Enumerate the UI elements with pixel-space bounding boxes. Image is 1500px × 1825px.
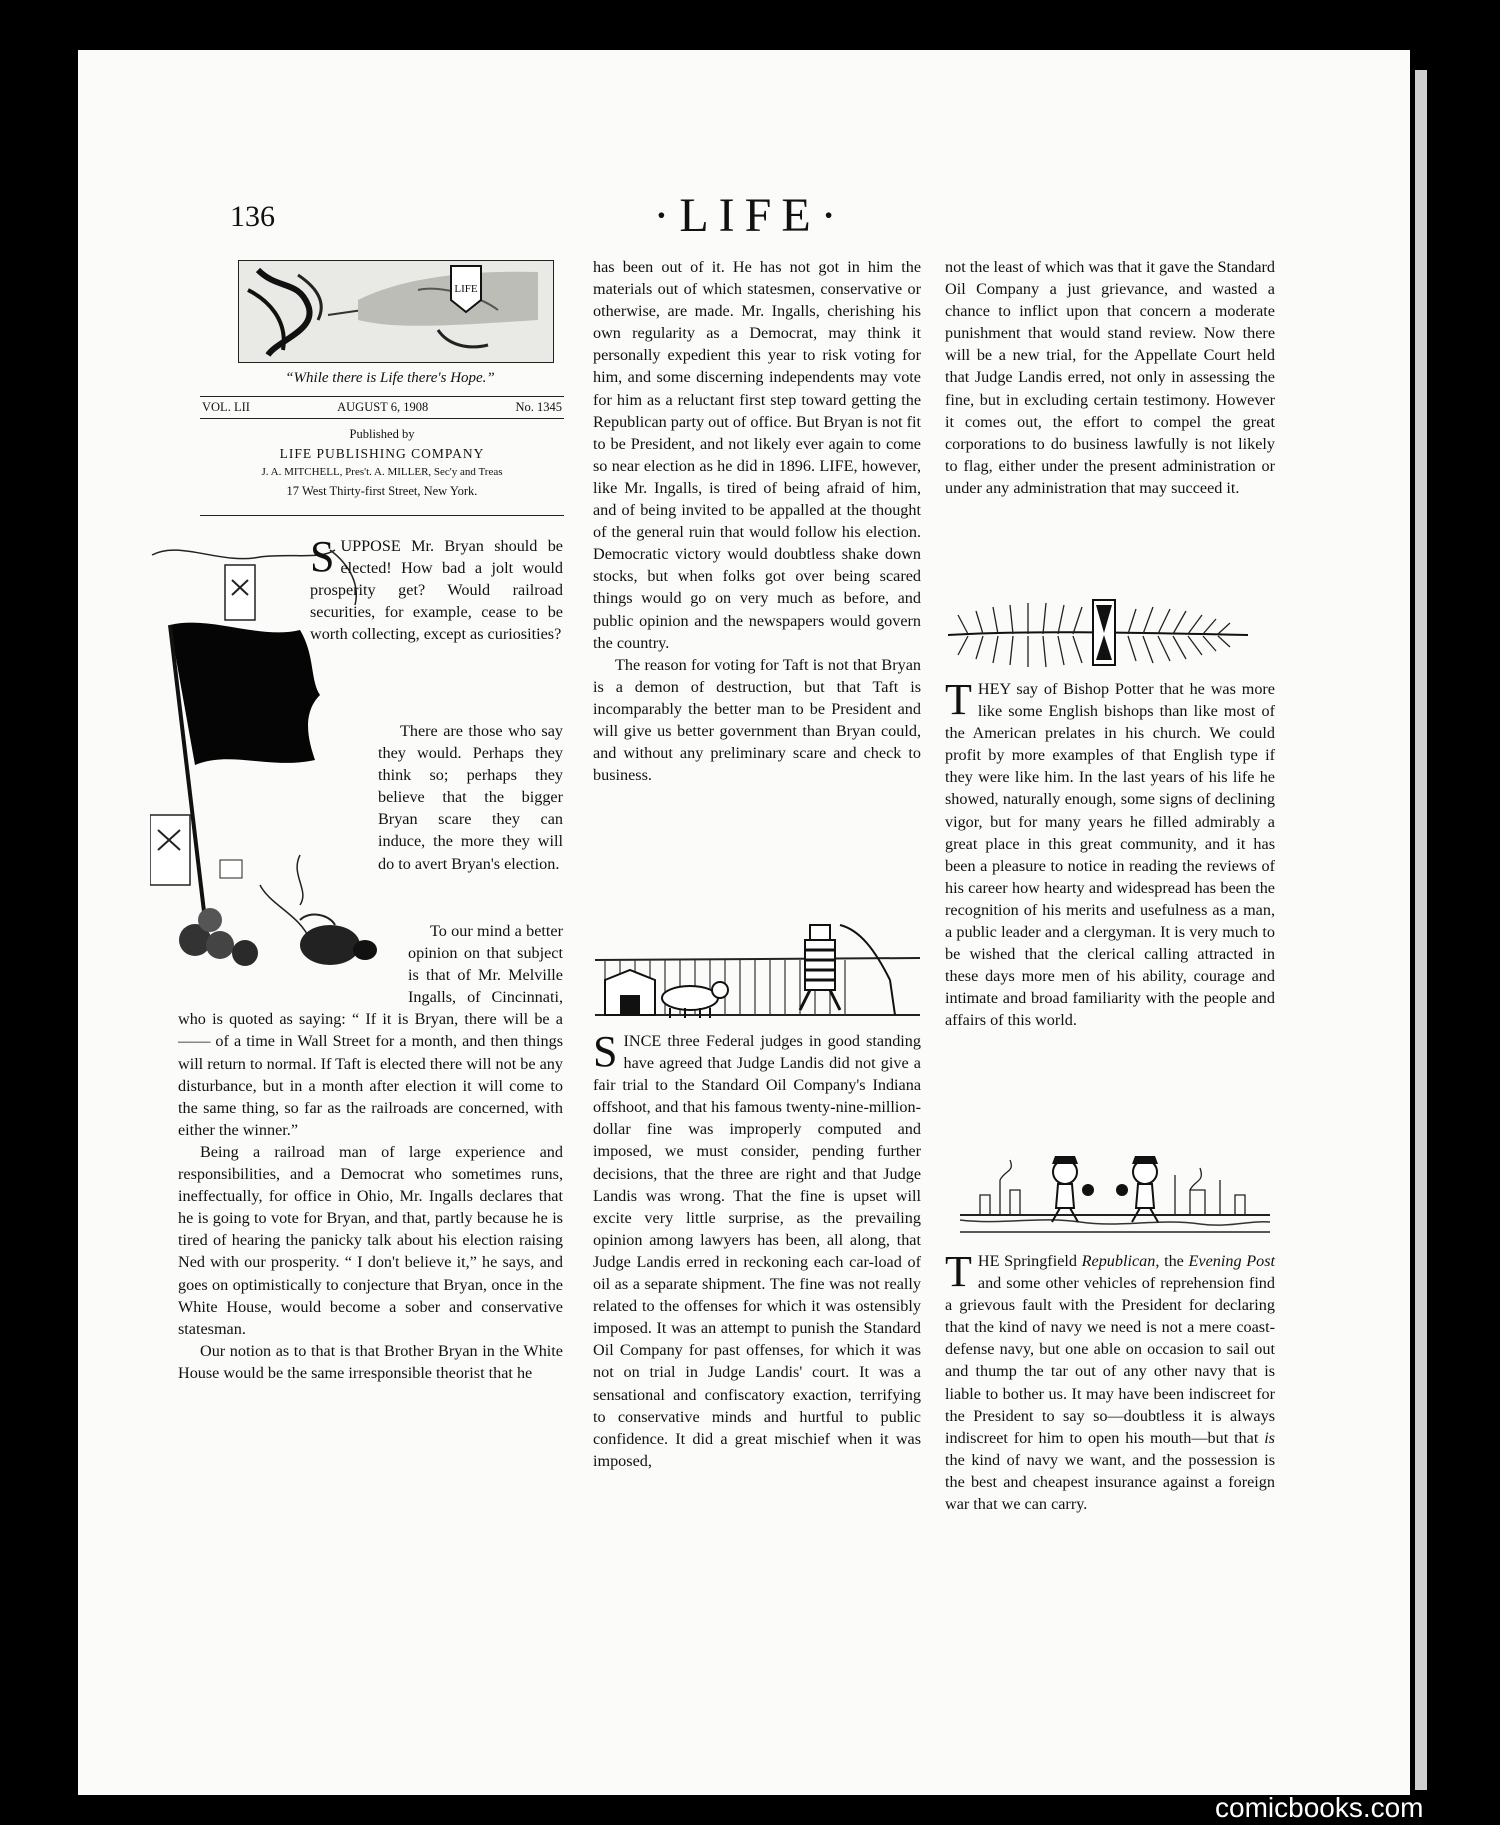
banner-illustration <box>238 260 554 363</box>
drop-cap-s: S <box>310 532 335 581</box>
article-bishop-potter <box>945 675 1275 1032</box>
drop-cap-t-2: T <box>945 1247 972 1296</box>
article-standard-oil-text: INCE three Federal judges in good standing have agreed that Judge Landis did not give a fair trial to the Standard Oil Company's Indiana offshoot, and that his famous twenty-nine-million-dollar fine was improperly computed and imposed, we must consider, pending further decisions, that the three are right and that Judge Landis was wrong. That the fine is upset will excite very little surprise, as the prevailing opinion among lawyers has been, all along, that Judge Landis erred in reckoning each car-load of oil as a separate shipment. The fine was not really related to the offenses for which it was ostensibly imposed. It was an attempt to punish the Standard Oil Company for past offenses, for which it was not on trial in Judge Landis' court. It was a sensational and confiscatory exaction, terrifying to conservative minds and hurtful to public confidence. It did a great mischief when it was imposed, <box>593 1032 921 1470</box>
drop-cap-s-2: S <box>593 1027 618 1076</box>
banner-shield-text: LIFE <box>454 283 478 295</box>
column-1-lower <box>178 920 563 1384</box>
sailors-boxing-illustration <box>960 1150 1270 1245</box>
article-standard-oil <box>593 1027 921 1472</box>
navy-text-b: the <box>1159 1252 1189 1270</box>
published-by: Published by <box>349 427 415 441</box>
motto: “While there is Life there's Hope.” <box>285 370 495 386</box>
navy-text-evening-post: Evening Post <box>1188 1252 1275 1270</box>
navy-text-a: HE Springfield <box>977 1252 1082 1270</box>
volume: VOL. LII <box>202 400 250 414</box>
navy-text-is: is <box>1264 1428 1275 1447</box>
navy-text-republican: Republican, <box>1081 1252 1160 1270</box>
article-bryan-p1-text: UPPOSE Mr. Bryan should be elected! How bad a jolt would prosperity get? Would railroad securities, for example, cease to be worth collecting, except as curiosities? <box>310 537 563 644</box>
article-bishop-potter-text: HEY say of Bishop Potter that he was more like some English bishops than like most of the American prelates in his church. We could profit by more examples of that English type if they were like him. In the last years of his life he showed, naturally enough, some signs of declining vigor, but for many years he filled admirably a great place in this great community, and it has been a pleasure to notice in reading the reviews of his career how hearty and widespread has been the recognition of his merits and usefulness as a man, a public leader and a clergyman. It is very much to be wished that the clerical calling attracted in these days more men of his ability, courage and intimate and broad familiarity with the people and affairs of this world. <box>945 680 1275 1030</box>
column-1-mid <box>378 720 563 875</box>
article-bryan-p4: Being a railroad man of large experience and responsibilities, and a Democrat who sometimes runs, ineffectually, for office in Ohio, Mr. Ingalls declares that he is going to vote for Bryan, and that, partly because he is tired of hearing the panicky talk about his election raising Ned with our prosperity. “ I don't believe it,” he says, and goes on optimistically to conjecture that Bryan, once in the White House, would become a sober and conservative statesman. <box>178 1142 563 1338</box>
article-bryan-intro <box>310 532 563 645</box>
next-page-edge <box>1415 70 1427 1790</box>
article-bryan-p5: Our notion as to that is that Brother Bryan in the White House would be the same irresponsible theorist that he <box>178 1341 563 1382</box>
masthead-title: ·LIFE· <box>653 189 847 242</box>
publisher-officers: J. A. MITCHELL, Pres't. A. MILLER, Sec'y and Treas <box>261 466 503 478</box>
column-2-lower <box>593 1027 921 1472</box>
article-taft-p: The reason for voting for Taft is not that Bryan is a demon of destruction, but that Taft is incomparably the better man to be President and will give us better government than Bryan could, and without any preliminary scare and check to business. <box>593 655 921 785</box>
publisher-name: LIFE PUBLISHING COMPANY <box>279 446 485 461</box>
issue-info <box>200 396 564 516</box>
watermark: comicbooks.com <box>1215 1792 1424 1823</box>
article-navy <box>945 1247 1275 1515</box>
palm-frond-illustration <box>948 595 1248 670</box>
column-1-upper <box>310 532 563 645</box>
navy-text-d: the kind of navy we want, and the possession is the best and cheapest insurance against a foreign war that we can carry. <box>945 1450 1275 1514</box>
column-3-lower <box>945 1247 1275 1515</box>
article-standard-oil-cont: not the least of which was that it gave the Standard Oil Company a just grievance, and wasted a chance to inflict upon that concern a moderate punishment that would stand review. Now there will be a new trial, for the Appellate Court held that Judge Landis erred, not only in assessing the fine, but in excluding certain testimony. However it comes out, the effort to compel the great corporations to do business lawfully is not likely to flag, either under the present administration or under any administration that may succeed it. <box>945 258 1275 497</box>
issue-number: No. 1345 <box>515 400 562 414</box>
article-bryan-p3: To our mind a better opinion on that subject is that of Mr. Melville Ingalls, of Cincinnati, who is quoted as saying: “ If it is Bryan, there will be a —— of a time in Wall Street for a month, and then things will return to normal. If Taft is elected there will not be any disturbance, but in a month after election it will come to the same thing, so far as the railroads are concerned, with either the winner.” <box>178 922 563 1139</box>
column-3-mid <box>945 675 1275 1032</box>
column-3 <box>945 256 1275 499</box>
article-bryan-p2: There are those who say they would. Perhaps they think so; perhaps they believe that the bigger Bryan scare they can induce, the more they will do to avert Bryan's election. <box>378 722 563 873</box>
fence-dog-illustration <box>590 920 920 1025</box>
publisher-address: 17 West Thirty-first Street, New York. <box>286 484 478 498</box>
issue-line <box>200 396 564 419</box>
column-2 <box>593 256 921 786</box>
drop-cap-t: T <box>945 675 972 724</box>
divider <box>200 501 564 516</box>
issue-date: AUGUST 6, 1908 <box>337 400 429 414</box>
navy-text-c: and some other vehicles of reprehension find a grievous fault with the President for declaring that the kind of navy we need is not a mere coast-defense navy, but one able on occasion to sail out and thump the tar out of any other navy that is liable to bother us. It may have been indiscreet for the President to say so—doubtless it is always indiscreet for him to open his mouth—but that <box>945 1274 1275 1447</box>
article-bryan-p6: has been out of it. He has not got in him the materials out of which statesmen, conservative or otherwise, are made. Mr. Ingalls, cherishing his own regularity as a Democrat, may think it personally expedient this year to risk voting for him, and some discerning independents may vote for him as a reluctant first step toward getting the Republican party out of office. But Bryan is not fit to be President, and not likely ever again to come so near election as he did in 1896. LIFE, however, like Mr. Ingalls, is tired of being afraid of him, and of being invited to be appalled at the thought of the general ruin that would follow his election. Democratic victory would doubtless shake down stocks, but when folks got over being scared things would go on very much as before, and public opinion and the newspapers would govern the country. <box>593 258 921 652</box>
page-number: 136 <box>230 200 275 233</box>
